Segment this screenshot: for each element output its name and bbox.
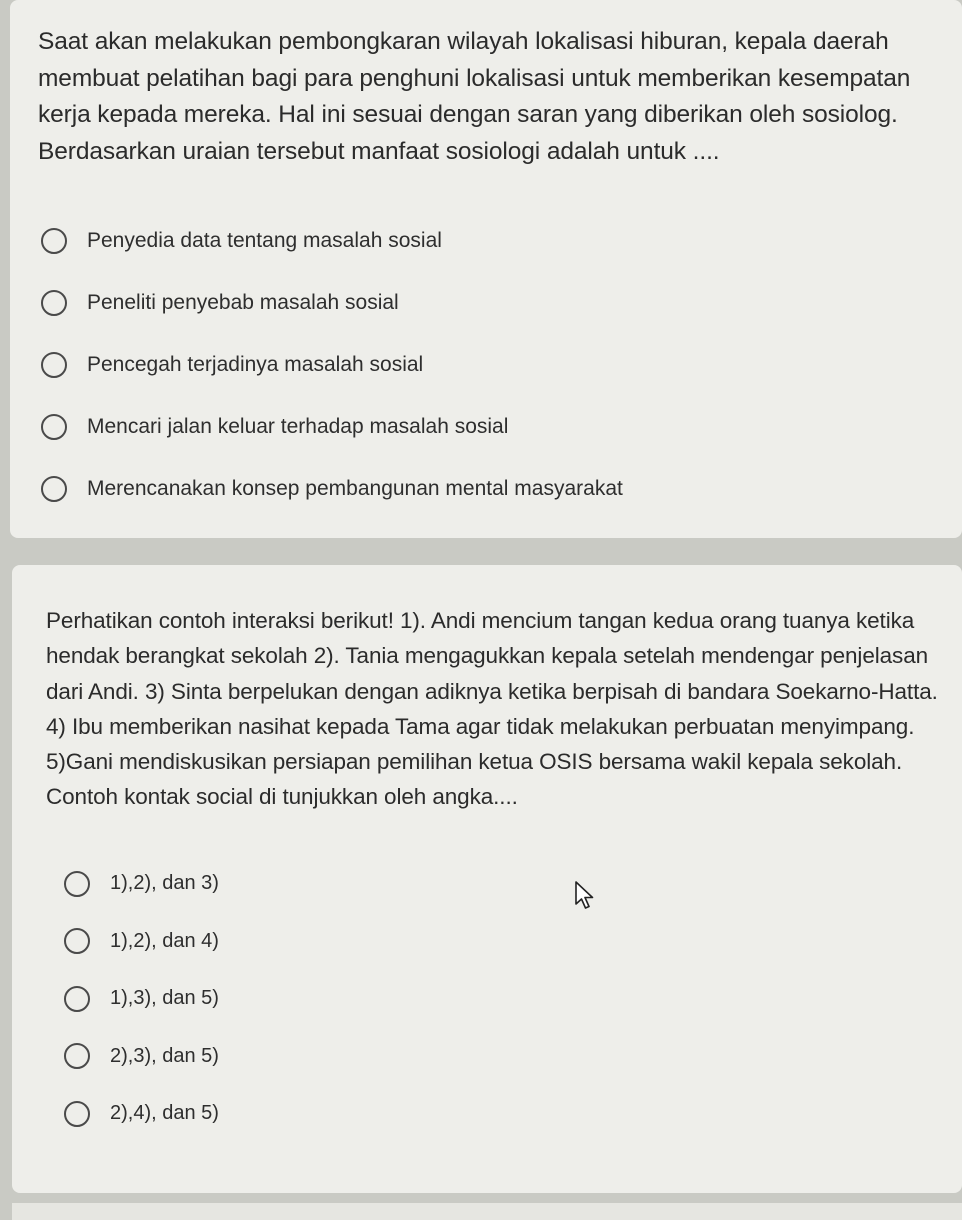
answer-option-label: 1),2), dan 4)	[110, 929, 219, 952]
answer-option-label: Peneliti penyebab masalah sosial	[87, 291, 399, 314]
answer-option-b[interactable]	[46, 912, 942, 970]
radio-unselected-icon[interactable]	[41, 228, 67, 254]
answer-option-c[interactable]	[46, 970, 942, 1028]
radio-unselected-icon[interactable]	[64, 871, 90, 897]
answer-option-label: Penyedia data tentang masalah sosial	[87, 229, 442, 252]
radio-unselected-icon[interactable]	[41, 476, 67, 502]
answer-option-label: 1),2), dan 3)	[110, 872, 219, 895]
radio-unselected-icon[interactable]	[64, 986, 90, 1012]
answer-option-b[interactable]	[38, 272, 942, 334]
answer-option-label: Pencegah terjadinya masalah sosial	[87, 353, 424, 376]
answer-option-e[interactable]	[38, 458, 942, 520]
answer-options	[38, 210, 942, 520]
question-card-2	[12, 565, 962, 1193]
question-text: Saat akan melakukan pembongkaran wilayah lokalisasi hiburan, kepala daerah membuat pelatihan bagi para penghuni lokalisasi untuk memberikan kesempatan kerja kepada mereka. Hal ini sesuai dengan saran yang diberikan oleh sosiolog. Berdasarkan uraian tersebut manfaat sosiologi adalah untuk ....	[38, 28, 911, 165]
answer-options	[46, 855, 942, 1143]
answer-option-d[interactable]	[38, 396, 942, 458]
next-card-edge	[12, 1203, 962, 1220]
radio-unselected-icon[interactable]	[41, 414, 67, 440]
answer-option-d[interactable]	[46, 1027, 942, 1085]
mouse-pointer-icon	[574, 880, 596, 910]
answer-option-label: Mencari jalan keluar terhadap masalah sosial	[87, 415, 509, 438]
answer-option-e[interactable]	[46, 1085, 942, 1143]
radio-unselected-icon[interactable]	[41, 290, 67, 316]
question-card-1	[10, 0, 962, 538]
answer-option-a[interactable]	[46, 855, 942, 913]
radio-unselected-icon[interactable]	[64, 1043, 90, 1069]
answer-option-label: 2),3), dan 5)	[110, 1044, 219, 1067]
radio-unselected-icon[interactable]	[41, 352, 67, 378]
answer-option-c[interactable]	[38, 334, 942, 396]
radio-unselected-icon[interactable]	[64, 928, 90, 954]
answer-option-label: 2),4), dan 5)	[110, 1102, 219, 1125]
question-text: Perhatikan contoh interaksi berikut! 1). Andi mencium tangan kedua orang tuanya ketika hendak berangkat sekolah 2). Tania mengagukkan kepala setelah mendengar penjelasan dari Andi. 3) Sinta berpelukan dengan adiknya ketika berpisah di bandara Soekarno-Hatta. 4) Ibu memberikan nasihat kepada Tama agar tidak melakukan perbuatan menyimpang. 5)Gani mendiskusikan persiapan pemilihan ketua OSIS bersama wakil kepala sekolah. Contoh kontak social di tunjukkan oleh angka....	[46, 608, 938, 810]
answer-option-label: Merencanakan konsep pembangunan mental masyarakat	[87, 477, 623, 500]
radio-unselected-icon[interactable]	[64, 1101, 90, 1127]
answer-option-label: 1),3), dan 5)	[110, 987, 219, 1010]
answer-option-a[interactable]	[38, 210, 942, 272]
